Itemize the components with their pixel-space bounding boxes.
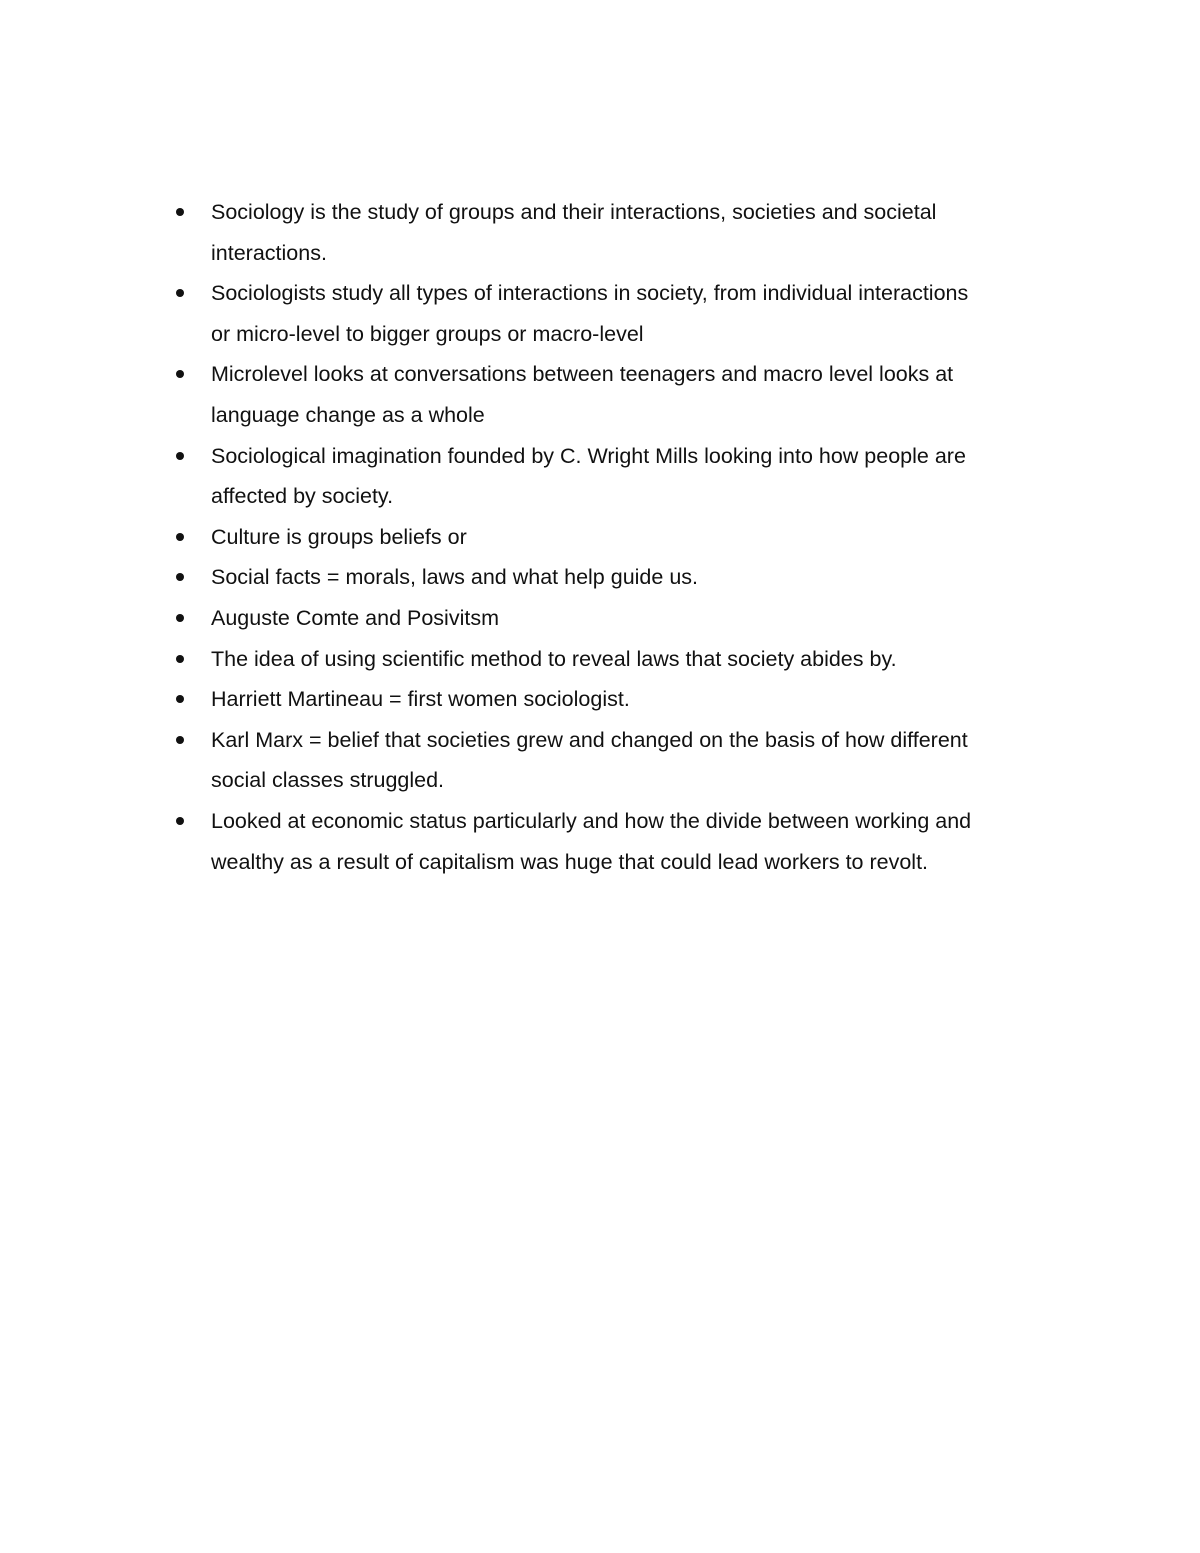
list-item-text: Sociologists study all types of interactions in society, from individual interactions or micro-level to bigger groups or macro-level (211, 281, 969, 346)
list-item-text: Auguste Comte and Posivitsm (211, 605, 499, 630)
list-item-text: Social facts = morals, laws and what help guide us. (211, 565, 698, 590)
list-item-text: Microlevel looks at conversations between teenagers and macro level looks at language change as a whole (211, 362, 954, 427)
list-item (172, 273, 1062, 354)
list-item-text: Sociological imagination founded by C. Wright Mills looking into how people are affected by society. (211, 443, 966, 509)
list-item (172, 720, 1062, 801)
bullet-icon (176, 533, 184, 541)
list-item (172, 639, 1062, 680)
list-item-text: Harriett Martineau = first women sociologist. (211, 687, 630, 712)
bullet-icon (176, 208, 184, 216)
bullet-icon (176, 655, 184, 663)
notes-bullet-list (172, 192, 1062, 882)
bullet-icon (176, 817, 184, 825)
list-item (172, 354, 1062, 435)
list-item-text: Looked at economic status particularly and how the divide between working and wealthy as a result of capitalism was huge that could lead workers to revolt. (211, 808, 972, 874)
bullet-icon (176, 573, 184, 581)
bullet-icon (176, 695, 184, 703)
list-item (172, 436, 1062, 517)
list-item-text: Sociology is the study of groups and their interactions, societies and societal interactions. (211, 200, 937, 265)
bullet-icon (176, 370, 184, 378)
list-item (172, 517, 1062, 558)
list-item (172, 192, 1062, 273)
list-item (172, 679, 1062, 720)
list-item-text: Culture is groups beliefs or (211, 524, 467, 549)
bullet-icon (176, 289, 184, 297)
list-item-text: The idea of using scientific method to reveal laws that society abides by. (211, 646, 897, 671)
list-item (172, 598, 1062, 639)
list-item (172, 557, 1062, 598)
bullet-icon (176, 614, 184, 622)
bullet-icon (176, 452, 184, 460)
list-item (172, 801, 1062, 882)
list-item-text: Karl Marx = belief that societies grew and changed on the basis of how different social classes struggled. (211, 727, 968, 793)
bullet-icon (176, 736, 184, 744)
